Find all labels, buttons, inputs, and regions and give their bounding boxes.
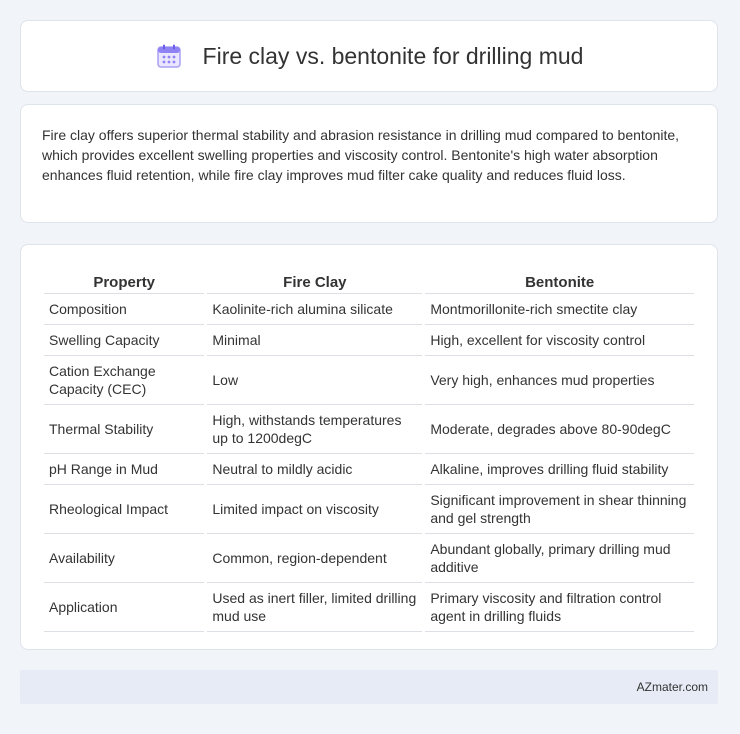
- calendar-icon: [155, 42, 183, 70]
- table-cell-bentonite: Moderate, degrades above 80-90degC: [425, 405, 694, 454]
- page-title-text: Fire clay vs. bentonite for drilling mud: [202, 42, 584, 69]
- table-cell-fire-clay: High, withstands temperatures up to 1200degC: [207, 405, 422, 454]
- table-cell-fire-clay: Limited impact on viscosity: [207, 485, 422, 534]
- table-cell-bentonite: Significant improvement in shear thinning and gel strength: [425, 485, 694, 534]
- table-cell-bentonite: High, excellent for viscosity control: [425, 325, 694, 356]
- table-cell-bentonite: Primary viscosity and filtration control agent in drilling fluids: [425, 583, 694, 632]
- table-cell-property: Composition: [44, 294, 204, 325]
- table-row: [44, 534, 694, 583]
- column-header-property: Property: [44, 265, 204, 294]
- table-cell-property: Rheological Impact: [44, 485, 204, 534]
- table-row: [44, 325, 694, 356]
- table-cell-fire-clay: Used as inert filler, limited drilling mud use: [207, 583, 422, 632]
- table-cell-property: pH Range in Mud: [44, 454, 204, 485]
- column-header-fire-clay: Fire Clay: [207, 265, 422, 294]
- table-cell-property: Swelling Capacity: [44, 325, 204, 356]
- table-cell-bentonite: Alkaline, improves drilling fluid stability: [425, 454, 694, 485]
- footer-bar: [20, 670, 718, 704]
- summary-text: Fire clay offers superior thermal stability and abrasion resistance in drilling mud compared to bentonite, which provides excellent swelling properties and viscosity control. Bentonite's high water absorption enhances fluid retention, while fire clay improves mud filter cake quality and reduces fluid loss.: [42, 127, 680, 183]
- table-cell-property: Application: [44, 583, 204, 632]
- table-header-row: [44, 265, 694, 294]
- table-cell-property: Thermal Stability: [44, 405, 204, 454]
- table-row: [44, 485, 694, 534]
- table-row: [44, 294, 694, 325]
- table-cell-property: Cation Exchange Capacity (CEC): [44, 356, 204, 405]
- footer-brand[interactable]: AZmater.com: [636, 680, 708, 694]
- table-cell-fire-clay: Low: [207, 356, 422, 405]
- summary-card: [20, 104, 718, 223]
- table-cell-bentonite: Montmorillonite-rich smectite clay: [425, 294, 694, 325]
- table-cell-fire-clay: Kaolinite-rich alumina silicate: [207, 294, 422, 325]
- title-card: [20, 20, 718, 92]
- table-cell-bentonite: Very high, enhances mud properties: [425, 356, 694, 405]
- comparison-table-card: [20, 244, 718, 650]
- table-cell-fire-clay: Common, region-dependent: [207, 534, 422, 583]
- column-header-bentonite: Bentonite: [425, 265, 694, 294]
- table-row: [44, 583, 694, 632]
- table-row: [44, 405, 694, 454]
- page-title: [155, 42, 584, 70]
- table-cell-property: Availability: [44, 534, 204, 583]
- table-cell-fire-clay: Neutral to mildly acidic: [207, 454, 422, 485]
- table-row: [44, 356, 694, 405]
- table-cell-fire-clay: Minimal: [207, 325, 422, 356]
- comparison-table: [41, 265, 697, 632]
- table-row: [44, 454, 694, 485]
- table-cell-bentonite: Abundant globally, primary drilling mud additive: [425, 534, 694, 583]
